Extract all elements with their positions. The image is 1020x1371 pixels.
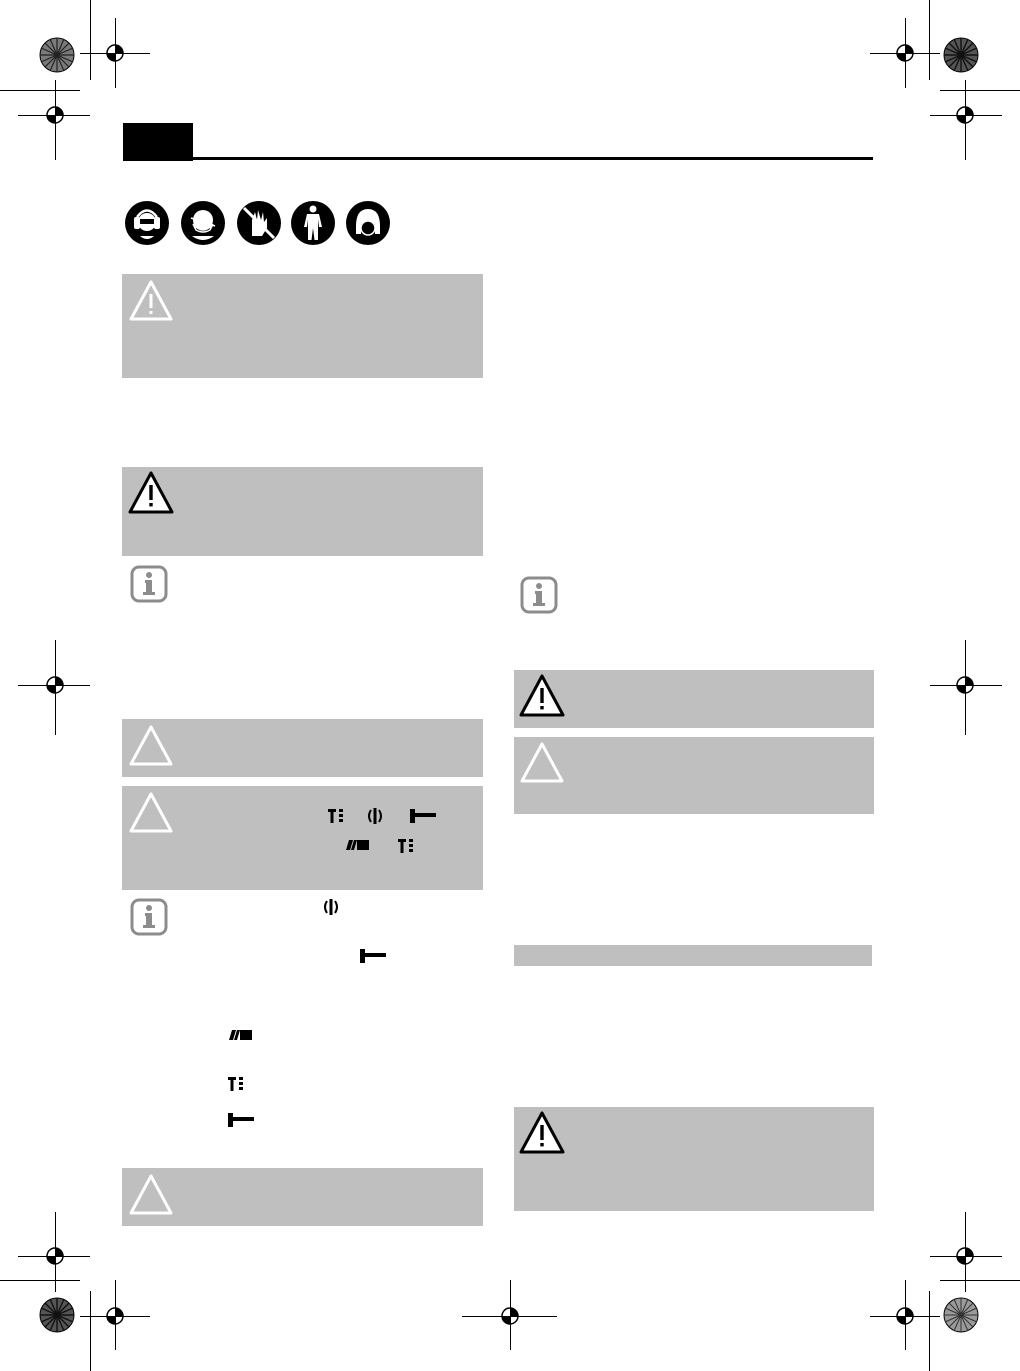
no-gloves-icon — [236, 200, 282, 246]
hammer-drill-mode-icon — [228, 1028, 252, 1042]
warning-filled-icon — [128, 471, 174, 515]
info-icon — [519, 575, 559, 615]
registration-target-icon — [40, 670, 70, 700]
warning-box — [514, 670, 874, 728]
registration-target-icon — [100, 1301, 130, 1331]
registration-target-icon — [890, 38, 920, 68]
chisel-mode-icon — [410, 808, 436, 824]
hair-net-icon — [345, 200, 391, 246]
registration-target-icon — [950, 100, 980, 130]
chisel-mode-icon — [360, 948, 386, 964]
warning-outline-icon — [128, 724, 174, 768]
registration-target-icon — [40, 100, 70, 130]
rotation-lock-icon — [322, 898, 340, 916]
color-bar-wheel-icon — [39, 37, 75, 73]
warning-outline-icon — [128, 279, 174, 323]
drill-mode-icon — [398, 838, 416, 854]
rotation-lock-icon — [366, 807, 384, 825]
warning-box — [122, 274, 483, 378]
tight-clothing-icon — [290, 200, 336, 246]
warning-box — [122, 1168, 483, 1226]
warning-box — [122, 467, 483, 556]
warning-filled-icon — [519, 1111, 565, 1155]
header-rule — [193, 157, 873, 160]
color-bar-wheel-icon — [943, 37, 979, 73]
warning-outline-icon — [519, 741, 565, 785]
registration-target-icon — [950, 670, 980, 700]
info-icon — [129, 897, 169, 937]
warning-box — [122, 719, 483, 777]
warning-box — [514, 737, 874, 814]
warning-box — [122, 786, 483, 890]
warning-outline-icon — [128, 1173, 174, 1217]
registration-target-icon — [100, 38, 130, 68]
warning-outline-icon — [128, 791, 174, 835]
registration-target-icon — [40, 1241, 70, 1271]
ear-and-eye-protection-icon — [124, 200, 170, 246]
color-bar-wheel-icon — [943, 1297, 979, 1333]
drill-mode-icon — [228, 1076, 246, 1092]
registration-target-icon — [950, 1241, 980, 1271]
info-icon — [129, 564, 169, 604]
hammer-drill-mode-icon — [345, 838, 369, 852]
registration-target-icon — [890, 1301, 920, 1331]
color-bar-wheel-icon — [39, 1297, 75, 1333]
chisel-mode-icon — [228, 1112, 254, 1128]
language-tab — [123, 123, 193, 161]
dust-mask-icon — [180, 200, 226, 246]
warning-filled-icon — [519, 674, 565, 718]
warning-box — [514, 1107, 874, 1211]
registration-target-icon — [495, 1301, 525, 1331]
table-header-bar — [514, 945, 872, 966]
drill-mode-icon — [328, 808, 346, 824]
